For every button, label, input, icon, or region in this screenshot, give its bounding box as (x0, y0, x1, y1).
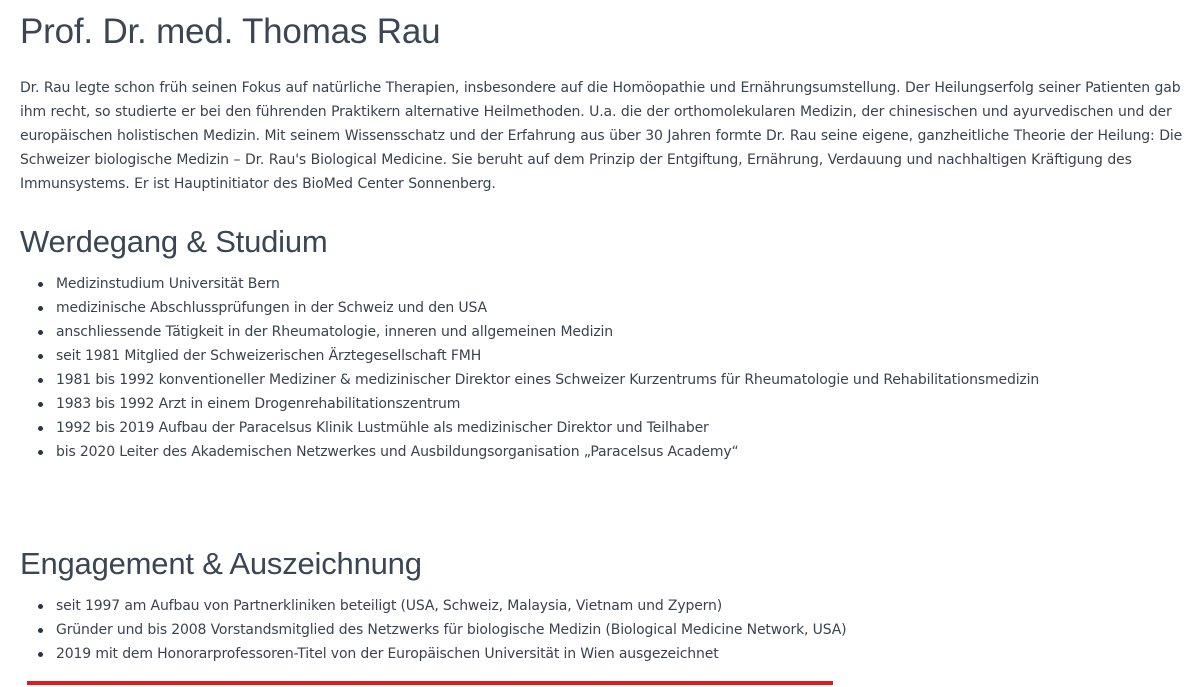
list-item-text: seit 1981 Mitglied der Schweizerischen Ärztegesellschaft FMH (56, 348, 482, 364)
intro-paragraph: Dr. Rau legte schon früh seinen Fokus auf natürliche Therapien, insbesondere auf die Homöopathie und Ernährungsumstellung. Der Heilungserfolg seiner Patienten gab ihm recht, so studierte er bei den führenden Praktikern alternative Heilmethoden. U.a. die der orthomolekularen Medizin, der chinesischen und ayurvedischen und der europäischen holistischen Medizin. Mit seinem Wissensschatz und der Erfahrung aus über 30 Jahren formte Dr. Rau seine eigene, ganzheitliche Theorie der Heilung: Die Schweizer biologische Medizin – Dr. Rau's Biological Medicine. Sie beruht auf dem Prinzip der Entgiftung, Ernährung, Verdauung und nachhaltigen Kräftigung des Immunsystems. Er ist Hauptinitiator des BioMed Center Sonnenberg. (20, 80, 1183, 192)
list-item-text: 1992 bis 2019 Aufbau der Paracelsus Klinik Lustmühle als medizinischer Direktor und Teilhaber (56, 420, 709, 436)
bullet-icon (38, 652, 43, 657)
list-item (56, 392, 1200, 416)
list-item (56, 320, 1200, 344)
list-item-text: Gründer und bis 2008 Vorstandsmitglied des Netzwerks für biologische Medizin (Biological Medicine Network, USA) (56, 622, 847, 638)
bullet-icon (38, 354, 43, 359)
bullet-icon (38, 306, 43, 311)
list-item-text: bis 2020 Leiter des Akademischen Netzwerkes und Ausbildungsorganisation „Paracelsus Academy“ (56, 444, 739, 460)
page-title: Prof. Dr. med. Thomas Rau (20, 12, 441, 51)
list-item (56, 296, 1200, 320)
list-item (56, 368, 1200, 392)
bullet-icon (38, 282, 43, 287)
bullet-icon (38, 426, 43, 431)
list-item (56, 642, 1200, 666)
list-item-text: 2019 mit dem Honorarprofessoren-Titel von der Europäischen Universität in Wien ausgezeichnet (56, 646, 719, 662)
list-item-text: 1981 bis 1992 konventioneller Mediziner & medizinischer Direktor eines Schweizer Kurzentrums für Rheumatologie und Rehabilitationsmedizin (56, 372, 1040, 388)
list-item-text: Medizinstudium Universität Bern (56, 276, 280, 292)
list-item-text: 1983 bis 1992 Arzt in einem Drogenrehabilitationszentrum (56, 396, 461, 412)
bullet-icon (38, 378, 43, 383)
list-item-text: anschliessende Tätigkeit in der Rheumatologie, inneren und allgemeinen Medizin (56, 324, 613, 340)
list-item-text: medizinische Abschlussprüfungen in der Schweiz und den USA (56, 300, 487, 316)
list-item (56, 416, 1200, 440)
section-title-engagement: Engagement & Auszeichnung (20, 546, 422, 581)
bullet-icon (38, 604, 43, 609)
list-item (56, 344, 1200, 368)
engagement-list (36, 594, 1200, 666)
red-highlight-underline (27, 681, 833, 685)
list-item (56, 594, 1200, 618)
bullet-icon (38, 628, 43, 633)
list-item (56, 440, 1200, 464)
werdegang-list (36, 272, 1200, 464)
section-title-werdegang: Werdegang & Studium (20, 224, 328, 259)
bullet-icon (38, 330, 43, 335)
bullet-icon (38, 450, 43, 455)
list-item-text: seit 1997 am Aufbau von Partnerkliniken beteiligt (USA, Schweiz, Malaysia, Vietnam und Zypern) (56, 598, 723, 614)
list-item (56, 618, 1200, 642)
bullet-icon (38, 402, 43, 407)
list-item (56, 272, 1200, 296)
